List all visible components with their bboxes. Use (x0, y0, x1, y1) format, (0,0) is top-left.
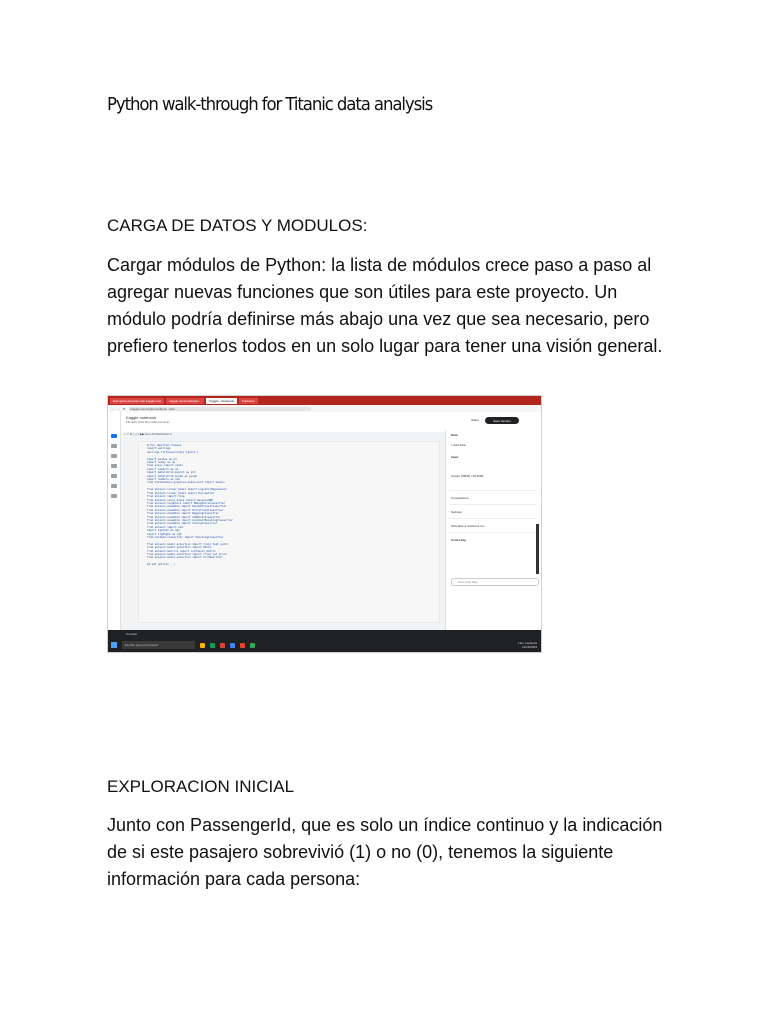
folder-icon (200, 643, 205, 648)
panel-divider (449, 490, 537, 491)
panel-item: Data (451, 433, 458, 437)
panel-item: Output (OB/B) / 19.5GiB (451, 474, 484, 478)
panel-divider (449, 532, 537, 533)
browser-icon (220, 643, 225, 648)
code-cell-source: # the imported classes import warnings warnings.filterwarnings('ignore') import pandas as pd import numpy as np from scipy import stats import seaborn as sb import matplotlib.pyplot as plt import matplotlib.pylab as pylab import numbers as num from statsmodels.graphics.mosaicplot import mosaic from sklearn.linear_model import LogisticRegression from sklearn.linear_model import Perceptron from sklearn import tree from sklearn.naive_bayes import GaussianNB from sklearn.neighbors import KNeighborsClassifier from sklearn.ensemble import RandomForestClassifier from sklearn.ensemble import ExtraTreesClassifier from sklearn.ensemble import BaggingClassifier from sklearn.ensemble import AdaBoostClassifier from sklearn.ensemble import GradientBoostingClassifier from sklearn.ensemble import VotingClassifier from sklearn import svm import xgboost as xgb import lightgbm as lgb from mlxtend.classifier import StackingClassifier from sklearn.model_selection import train_test_split from sklearn.model_selection import KFold from sklearn.metrics import confusion_matrix from sklearn.model_selection import cross_val_score from sklearn.model_selection import GridSearchCV pd.set_option(...) (147, 444, 233, 567)
notebook-screenshot (107, 395, 542, 653)
system-tray: Llov. espacios 12/12/2023 (518, 641, 537, 649)
panel-divider (449, 518, 537, 519)
table-icon (111, 464, 117, 468)
windows-start-icon (111, 642, 117, 648)
section-heading-exploracion: EXPLORACION INICIAL (107, 777, 295, 796)
panel-item: Code Help (451, 538, 466, 542)
code-help-search: Find code help (451, 578, 539, 586)
code-icon (111, 474, 117, 478)
browser-tab: kaggle.com/notebook/... (166, 398, 204, 404)
spreadsheet-icon (210, 643, 215, 648)
notebook-right-panel (445, 430, 541, 642)
url-field: kaggle.com/code/notebook.../edit (129, 407, 311, 411)
trophy-icon (111, 454, 117, 458)
plus-icon (111, 434, 117, 438)
school-icon (111, 494, 117, 498)
back-icon: ← (111, 406, 114, 411)
console-bar: Console (108, 630, 541, 638)
section-heading-carga: CARGA DE DATOS Y MODULOS: (107, 216, 368, 235)
panel-scrollbar (536, 524, 539, 574)
browser-tab-active: Kaggle - Notebook (206, 398, 237, 404)
panel-item: + Add data (451, 443, 466, 447)
home-icon (111, 444, 117, 448)
reload-icon: ↻ (123, 406, 126, 411)
panel-divider (449, 504, 537, 505)
word-icon (230, 643, 235, 648)
document-title: Python walk-through for Titanic data analysis (107, 94, 433, 115)
save-version-button: Save Version (485, 417, 519, 424)
panel-item: Schedule a notebook run (451, 524, 485, 528)
notebook-left-sidebar (108, 412, 121, 642)
panel-item: Settings (451, 510, 462, 514)
notebook-title: Kaggle notebook (126, 415, 157, 420)
browser-tab: Traductor (239, 398, 258, 404)
panel-item: Input (451, 455, 459, 459)
browser-tab: Encuentra arrancar web kaggle.com (110, 398, 164, 404)
app-icon (250, 643, 255, 648)
pdf-icon (240, 643, 245, 648)
panel-item: Competitions (451, 496, 469, 500)
windows-taskbar (108, 638, 541, 652)
notebook-menu: File Edit View Run Add-ons Help (126, 420, 170, 424)
taskbar-search: Escribe aquí para buscar (122, 641, 195, 649)
browser-url-bar (108, 405, 541, 412)
share-button: Share (470, 418, 479, 422)
forward-icon: → (117, 406, 120, 411)
section-paragraph-carga: Cargar módulos de Python: la lista de módulos crece paso a paso al agregar nuevas funciones que son útiles para este proyecto. Un módulo podría definirse más abajo una vez que sea necesario, pero prefiero tenerlos todos en un solo lugar para tener una visión general. (107, 255, 663, 356)
code-cell (138, 441, 440, 623)
browser-tab-bar (108, 396, 541, 405)
section-paragraph-exploracion: Junto con PassengerId, que es solo un índice continuo y la indicación de si este pasajero sobrevivió (1) o no (0), tenemos la siguiente información para cada persona: (107, 815, 663, 889)
comment-icon (111, 484, 117, 488)
notebook-toolbar: + ✂ ⧉ ▢ ▷ ▶▶ Run All Markdown ▾ (124, 432, 172, 436)
notebook-header (108, 412, 541, 432)
